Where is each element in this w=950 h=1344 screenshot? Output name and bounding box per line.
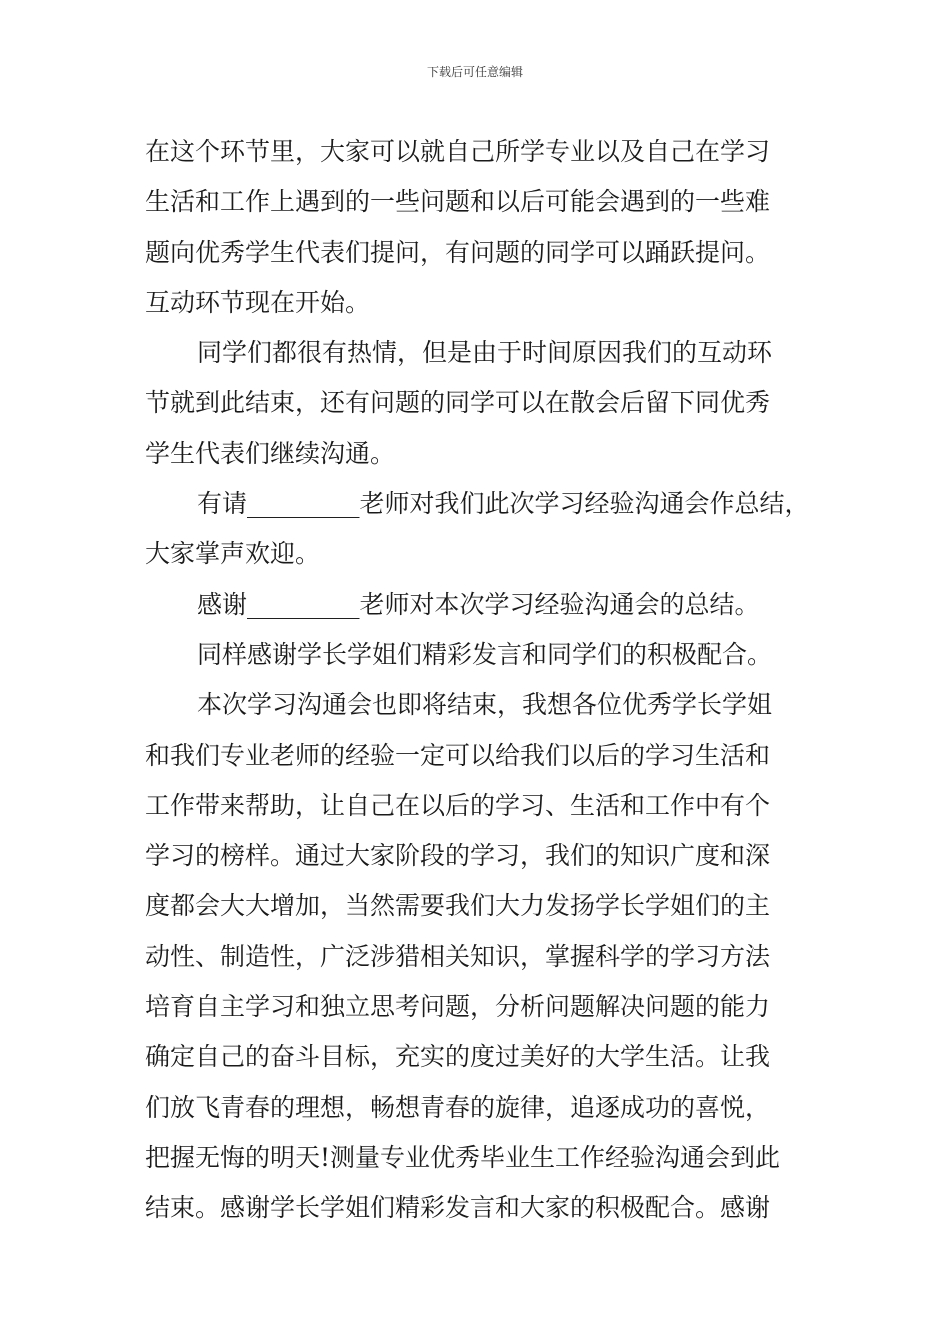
text-line: 题向优秀学生代表们提问，有问题的同学可以踊跃提问。 [145,237,771,267]
text-line: 学生代表们继续沟通。 [145,438,396,468]
text-line: 工作带来帮助，让自己在以后的学习、生活和工作中有个 [145,790,771,820]
text-line: 生活和工作上遇到的一些问题和以后可能会遇到的一些难 [145,187,771,217]
page-header-note: 下载后可任意编辑 [426,65,523,79]
text-line: 在这个环节里，大家可以就自己所学专业以及自己在学习 [145,137,771,166]
text-line: 学习的榜样。通过大家阶段的学习，我们的知识广度和深 [145,841,771,871]
text-line: 有请_________老师对我们此次学习经验沟通会作总结， [197,489,810,519]
text-line: 确定自己的奋斗目标，充实的度过美好的大学生活。让我 [145,1042,771,1072]
document-body [145,127,815,1234]
text-line: 结束。感谢学长学姐们精彩发言和大家的积极配合。感谢 [145,1193,771,1223]
text-line: 本次学习沟通会也即将结束，我想各位优秀学长学姐 [197,690,773,720]
text-line: 同学们都很有热情，但是由于时间原因我们的互动环 [197,338,773,368]
text-line: 和我们专业老师的经验一定可以给我们以后的学习生活和 [145,740,771,770]
text-line: 大家掌声欢迎。 [145,539,321,569]
text-line: 培育自主学习和独立思考问题，分析问题解决问题的能力 [145,992,771,1022]
text-line: 动性、制造性，广泛涉猎相关知识，掌握科学的学习方法 [145,941,771,971]
text-line: 把握无悔的明天!测量专业优秀毕业生工作经验沟通会到此 [145,1142,781,1172]
text-line: 同样感谢学长学姐们精彩发言和同学们的积极配合。 [197,639,773,669]
text-line: 互动环节现在开始。 [145,287,371,317]
text-line: 度都会大大增加，当然需要我们大力发扬学长学姐们的主 [145,891,771,921]
text-line: 感谢_________老师对本次学习经验沟通会的总结。 [197,589,760,619]
text-line: 们放飞青春的理想，畅想青春的旋律，追逐成功的喜悦， [145,1092,771,1122]
text-line: 节就到此结束，还有问题的同学可以在散会后留下同优秀 [145,388,771,418]
